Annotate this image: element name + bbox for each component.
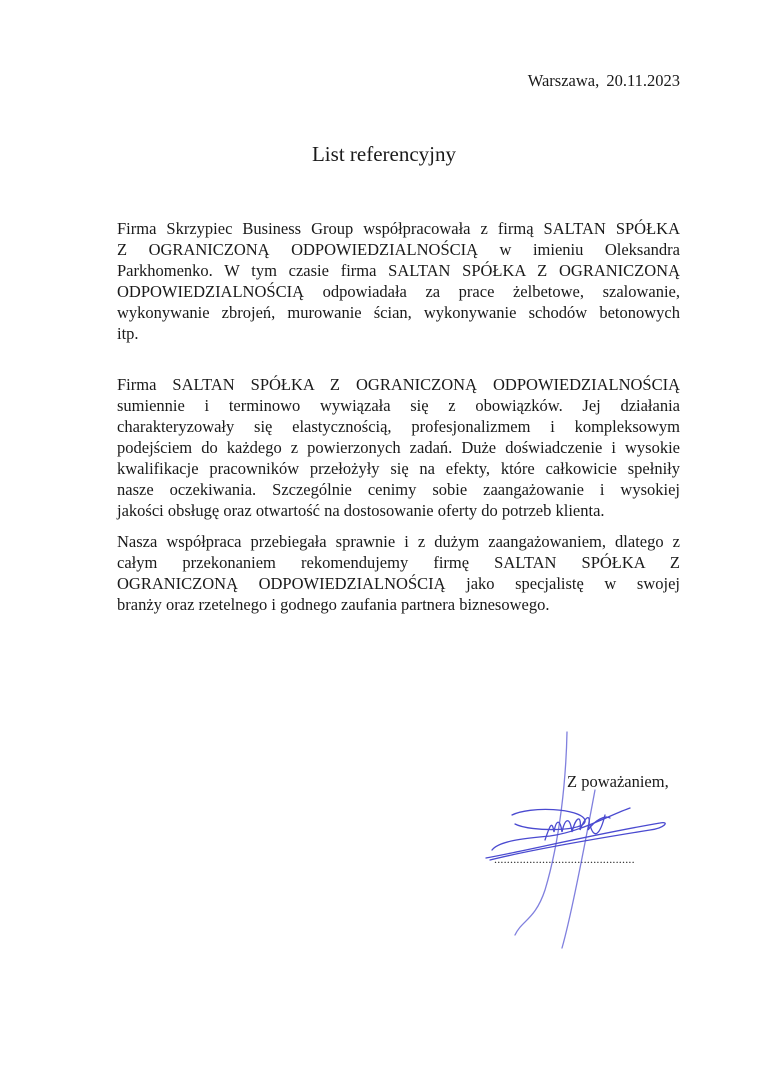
- text-line: sumiennie i terminowo wywiązała się z obowiązków. Jej działania: [117, 396, 680, 415]
- text-line: OGRANICZONĄ ODPOWIEDZIALNOŚCIĄ jako specjalistę w swojej: [117, 574, 680, 593]
- closing-salutation: Z poważaniem,: [567, 772, 669, 791]
- text-line: Parkhomenko. W tym czasie firma SALTAN SPÓŁKA Z OGRANICZONĄ: [117, 261, 680, 280]
- text-line: podejściem do każdego z powierzonych zadań. Duże doświadczenie i wysokie: [117, 438, 680, 457]
- text-line: Firma Skrzypiec Business Group współpracowała z firmą SALTAN SPÓŁKA: [117, 219, 680, 238]
- text-line: itp.: [117, 324, 139, 343]
- paragraph-2: [117, 374, 680, 521]
- text-line: Firma SALTAN SPÓŁKA Z OGRANICZONĄ ODPOWIEDZIALNOŚCIĄ: [117, 375, 680, 394]
- text-line: Z OGRANICZONĄ ODPOWIEDZIALNOŚCIĄ w imieniu Oleksandra: [117, 240, 680, 259]
- place-and-date: Warszawa, 20.11.2023: [527, 71, 680, 90]
- signature-line: ............................................: [494, 852, 635, 866]
- text-line: całym przekonaniem rekomendujemy firmę SALTAN SPÓŁKA Z: [117, 553, 680, 572]
- paragraph-3: [117, 531, 680, 615]
- text-line: kwalifikacje pracowników przełożyły się na efekty, które całkowicie spełniły: [117, 459, 680, 478]
- text-line: charakteryzowały się elastycznością, profesjonalizmem i kompleksowym: [117, 417, 680, 436]
- document-title: List referencyjny: [311, 142, 457, 166]
- paragraph-1: [117, 218, 680, 344]
- handwritten-signature: [470, 720, 710, 980]
- text-line: wykonywanie zbrojeń, murowanie ścian, wykonywanie schodów betonowych: [117, 303, 680, 322]
- text-line: Nasza współpraca przebiegała sprawnie i z dużym zaangażowaniem, dlatego z: [117, 532, 680, 551]
- text-line: jakości obsługę oraz otwartość na dostosowanie oferty do potrzeb klienta.: [117, 501, 605, 520]
- text-line: branży oraz rzetelnego i godnego zaufania partnera biznesowego.: [117, 595, 550, 614]
- text-line: ODPOWIEDZIALNOŚCIĄ odpowiadała za prace żelbetowe, szalowanie,: [117, 282, 680, 301]
- text-line: nasze oczekiwania. Szczególnie cenimy sobie zaangażowanie i wysokiej: [117, 480, 680, 499]
